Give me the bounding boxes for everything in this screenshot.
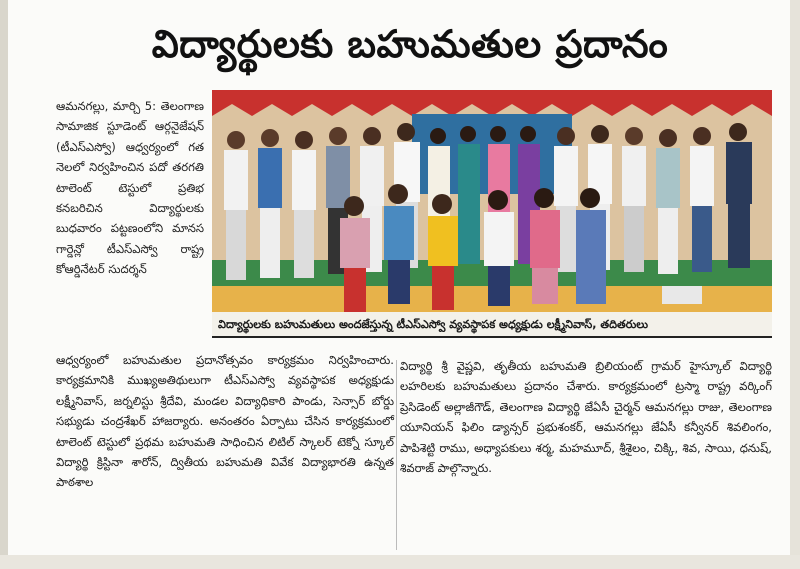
red-bunting <box>212 90 772 116</box>
page-edge-bottom <box>0 555 800 569</box>
photo-caption: విద్యార్థులకు బహుమతులు అందజేస్తున్న టీఎస్ఎస్వో వ్యవస్థాపక అధ్యక్షుడు లక్ష్మీనివాస్, తదితరులు <box>212 312 772 338</box>
body-paragraph-left: ఆధ్వర్యంలో బహుమతుల ప్రదానోత్సవం కార్యక్రమం నిర్వహించారు. కార్యక్రమానికి ముఖ్యఅతిథులుగా టీఎస్ఎస్వో వ్యవస్థాపక అధ్యక్షుడు లక్ష్మీనివాస్, జర్నలిస్టు శ్రీదేవి, మండల విద్యాధికారి పాండు, సెన్సార్ బోర్డు సభ్యుడు చంద్రశేఖర్ హాజర్యారు. అనంతరం ఏర్పాటు చేసిన కార్యక్రమంలో టాలెంట్ టెస్టులో ప్రథమ బహుమతి సాధించిన లిటిల్ స్కాలర్ టెక్నో స్కూల్ విద్యార్థి క్రిస్టినా శారోన్, ద్వితీయ బహుమతి వివేక విద్యాభారతి ఉన్నత పాఠశాల <box>56 353 394 490</box>
article-column-left <box>56 350 394 493</box>
article-lead-column <box>56 96 204 280</box>
stage-sign <box>662 286 702 304</box>
article-column-right <box>400 356 772 478</box>
body-paragraph-right: విద్యార్థి శ్రీ వైష్ణవి, తృతీయ బహుమతి బ్రిలియంట్ గ్రామర్ హైస్కూల్ విద్యార్థి లహరిలకు బహుమతులు ప్రదానం చేశారు. కార్యక్రమంలో ట్రస్మా రాష్ట్ర వర్కింగ్ ప్రెసిడెంట్ అల్లాజీగౌడ్, తెలంగాణ విద్యార్థి జేఏసీ చైర్మన్ ఆమనగల్లు రాజు, తెలంగాణ యూనియన్ ఫిలిం డ్యాన్సర్ ప్రభుశంకర్, ఆమనగల్లు జేఏసీ కన్వీనర్ శివలింగం, పాపిశెట్టి రాము, అధ్యాపకులు శర్మ, మహమూద్, శ్రీశైలం, చిక్కి, శివ, సాయి, ధనుష్, శివరాజ్ పాల్గొన్నారు. <box>400 359 772 476</box>
column-divider <box>396 360 397 550</box>
headline: విద్యార్థులకు బహుమతుల ప్రదానం <box>151 22 669 66</box>
page-edge-left <box>0 0 8 569</box>
photo-illustration <box>212 90 772 312</box>
news-photo <box>212 90 772 312</box>
lead-paragraph: ఆమనగల్లు, మార్చి 5: తెలంగాణ సామాజిక స్టూడెంట్ ఆర్గనైజేషన్ (టీఎస్ఎస్వో) ఆధ్వర్యంలో గత నెలలో నిర్వహించిన పదో తరగతి టాలెంట్ టెస్టులో ప్రతిభ కనబరిచిన విద్యార్థులకు బుధవారం పట్టణంలోని మానస గార్డెన్లో టీఎస్ఎస్వో రాష్ట్ర కోఆర్డినేటర్ సుదర్శన్ <box>56 99 204 277</box>
page-edge-right <box>790 0 800 569</box>
